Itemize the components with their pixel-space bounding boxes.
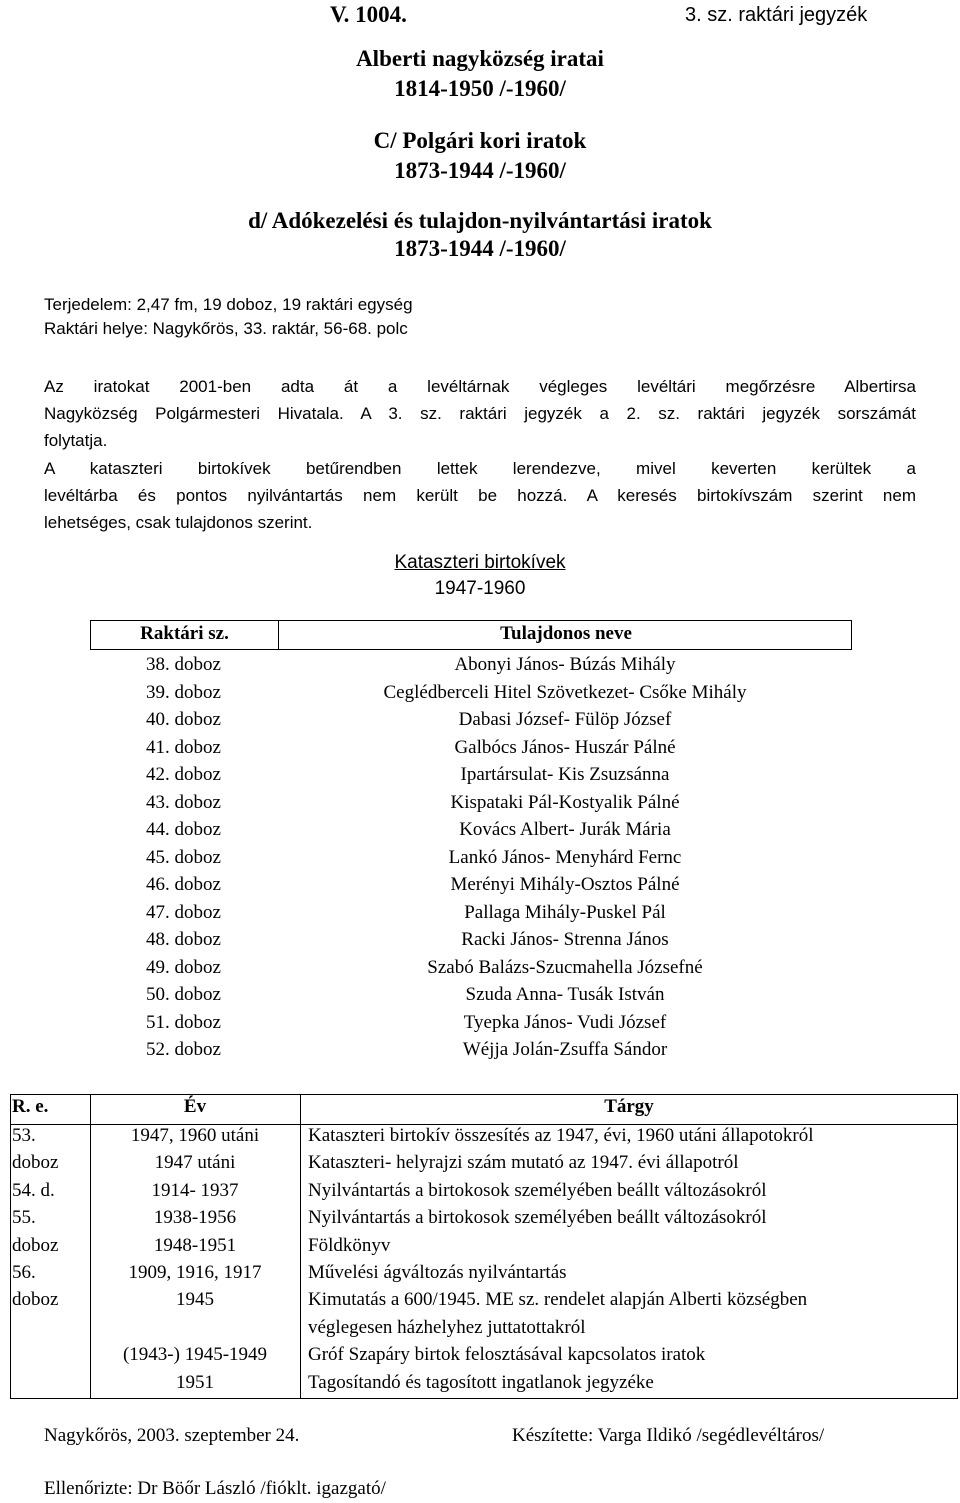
box-cell: 44. doboz	[146, 819, 221, 840]
list-label: 3. sz. raktári jegyzék	[685, 4, 868, 26]
box-cell: 51. doboz	[146, 1011, 221, 1033]
owner-cell: Tyepka János- Vudi József	[463, 1011, 667, 1033]
column-header-year: Év	[183, 1096, 207, 1117]
unit-cell: 55.	[12, 1207, 36, 1229]
table-row	[10, 1343, 958, 1370]
owner-cell: Lankó János- Menyhárd Fernc	[448, 846, 682, 868]
items-table-header	[10, 1094, 958, 1124]
table-row	[90, 763, 852, 791]
paragraph-line: lehetséges, csak tulajdonos szerint.	[44, 513, 313, 532]
table-row	[90, 846, 852, 874]
table-row	[90, 653, 852, 681]
box-cell: 43. doboz	[146, 791, 221, 813]
table-row	[90, 983, 852, 1011]
owner-cell: Galbócs János- Huszár Pálné	[454, 736, 676, 758]
box-cell: 41. doboz	[146, 736, 221, 758]
column-header-storage: Raktári sz.	[140, 623, 229, 644]
paragraph-line: Az iratokat 2001-ben adta át a levéltárnak végleges levéltári megőrzésre Albertirsa	[44, 377, 916, 396]
items-table	[10, 1094, 958, 1398]
subject-cell: Nyilvántartás a birtokosok személyében beállt változásokról	[308, 1179, 767, 1201]
subject-cell: Kataszteri- helyrajzi szám mutató az 1947. évi állapotról	[308, 1152, 739, 1174]
table-row	[10, 1288, 958, 1315]
title-subsection-years: 1873-1944 /-1960/	[394, 236, 566, 261]
paragraph-line: folytatja.	[44, 431, 108, 450]
owner-cell: Ipartársulat- Kis Zsuzsánna	[460, 764, 670, 785]
cadastre-title: Kataszteri birtokívek	[394, 552, 566, 573]
column-header-subject: Tárgy	[604, 1096, 654, 1117]
table-row	[90, 681, 852, 709]
checked-by: Ellenőrizte: Dr Böőr László /fióklt. igazgató/	[44, 1478, 386, 1499]
subject-cell: Tagosítandó és tagosított ingatlanok jegyzéke	[308, 1371, 654, 1393]
subject-cell: Gróf Szapáry birtok felosztásával kapcsolatos iratok	[308, 1344, 706, 1366]
unit-cell: 54. d.	[12, 1179, 55, 1201]
box-cell: 45. doboz	[146, 846, 221, 868]
title-section-years: 1873-1944 /-1960/	[394, 158, 566, 183]
title-subsection: d/ Adókezelési és tulajdon-nyilvántartási iratok	[248, 208, 712, 233]
subject-cell: véglegesen házhelyhez juttatottakról	[308, 1316, 586, 1338]
owner-cell: Wéjja Jolán-Zsuffa Sándor	[462, 1039, 668, 1060]
place-date: Nagykőrös, 2003. szeptember 24.	[44, 1425, 300, 1446]
year-cell: 1909, 1916, 1917	[128, 1261, 262, 1283]
arrangement-paragraph	[44, 455, 916, 536]
table-row	[10, 1179, 958, 1206]
table-row	[90, 1038, 852, 1066]
box-cell: 48. doboz	[146, 929, 221, 950]
unit-cell: 56.	[12, 1261, 36, 1283]
table-row	[10, 1124, 958, 1151]
owner-cell: Racki János- Strenna János	[461, 929, 669, 950]
owner-cell: Ceglédberceli Hitel Szövetkezet- Csőke Mihály	[383, 681, 747, 703]
paragraph-line: Nagyközség Polgármesteri Hivatala. A 3. sz. raktári jegyzék a 2. sz. raktári jegyzék sorszámát	[44, 404, 916, 423]
box-cell: 52. doboz	[146, 1039, 221, 1060]
cadastre-table-body	[90, 653, 852, 1066]
table-row	[90, 1011, 852, 1039]
subject-cell: Nyilvántartás a birtokosok személyében beállt változásokról	[308, 1207, 767, 1229]
cadastre-years: 1947-1960	[434, 578, 526, 599]
title-fond-years: 1814-1950 /-1960/	[394, 76, 566, 101]
table-row	[10, 1151, 958, 1178]
year-cell: 1945	[176, 1289, 214, 1311]
location-line: Raktári helye: Nagykőrös, 33. raktár, 56-68. polc	[44, 319, 408, 338]
title-section: C/ Polgári kori iratok	[373, 128, 587, 153]
year-cell: 1947 utáni	[154, 1152, 236, 1174]
year-cell: (1943-) 1945-1949	[122, 1344, 268, 1366]
year-cell: 1948-1951	[153, 1234, 237, 1256]
box-cell: 39. doboz	[146, 681, 221, 703]
table-row	[90, 873, 852, 901]
year-cell: 1914- 1937	[151, 1179, 239, 1201]
year-cell: 1951	[176, 1371, 214, 1393]
cadastre-table-header	[90, 620, 852, 650]
title-fond-name: Alberti nagyközség iratai	[356, 46, 604, 71]
column-header-unit: R. e.	[12, 1096, 49, 1117]
table-row	[90, 791, 852, 819]
table-row	[90, 901, 852, 929]
unit-cell: doboz	[12, 1289, 59, 1311]
owner-cell: Merényi Mihály-Osztos Pálné	[450, 874, 680, 895]
paragraph-line: levéltárba és pontos nyilvántartás nem került be hozzá. A keresés birtokívszám szerint nem	[44, 486, 916, 505]
table-row	[90, 736, 852, 764]
owner-cell: Kovács Albert- Jurák Mária	[459, 819, 671, 840]
box-cell: 40. doboz	[146, 709, 221, 730]
box-cell: 42. doboz	[146, 764, 221, 785]
subject-cell: Kimutatás a 600/1945. ME sz. rendelet alapján Alberti községben	[308, 1289, 808, 1311]
extent-line: Terjedelem: 2,47 fm, 19 doboz, 19 raktári egység	[44, 295, 413, 314]
box-cell: 46. doboz	[146, 874, 221, 895]
table-row	[10, 1261, 958, 1288]
table-row	[10, 1206, 958, 1233]
paragraph-line: A kataszteri birtokívek betűrendben lettek lerendezve, mivel keverten kerültek a	[44, 459, 916, 478]
subject-cell: Művelési ágváltozás nyilvántartás	[308, 1261, 567, 1283]
owner-cell: Kispataki Pál-Kostyalik Pálné	[450, 791, 680, 813]
unit-cell: doboz	[12, 1152, 59, 1174]
owner-cell: Pallaga Mihály-Puskel Pál	[464, 901, 666, 923]
owner-cell: Szuda Anna- Tusák István	[465, 984, 665, 1005]
box-cell: 50. doboz	[146, 984, 221, 1005]
table-row	[90, 818, 852, 846]
column-header-owner: Tulajdonos neve	[500, 623, 632, 644]
table-row	[90, 928, 852, 956]
table-row	[10, 1371, 958, 1398]
fond-number: V. 1004.	[330, 2, 407, 27]
transfer-paragraph	[44, 373, 916, 454]
table-border-bottom	[10, 1398, 958, 1399]
box-cell: 47. doboz	[146, 901, 221, 923]
table-row	[90, 708, 852, 736]
table-row	[90, 956, 852, 984]
owner-cell: Abonyi János- Búzás Mihály	[454, 654, 676, 675]
owner-cell: Dabasi József- Fülöp József	[458, 709, 672, 730]
box-cell: 49. doboz	[146, 956, 221, 978]
year-cell: 1938-1956	[153, 1207, 237, 1229]
subject-cell: Kataszteri birtokív összesítés az 1947, évi, 1960 utáni állapotokról	[308, 1125, 814, 1146]
unit-cell: 53.	[12, 1125, 36, 1146]
unit-cell: doboz	[12, 1234, 59, 1256]
prepared-by: Készítette: Varga Ildikó /segédlevéltáros/	[512, 1425, 825, 1446]
box-cell: 38. doboz	[146, 654, 221, 675]
subject-cell: Földkönyv	[308, 1234, 391, 1256]
owner-cell: Szabó Balázs-Szucmahella Józsefné	[427, 956, 703, 978]
year-cell: 1947, 1960 utáni	[130, 1125, 260, 1146]
table-row	[10, 1316, 958, 1343]
table-row	[10, 1234, 958, 1261]
